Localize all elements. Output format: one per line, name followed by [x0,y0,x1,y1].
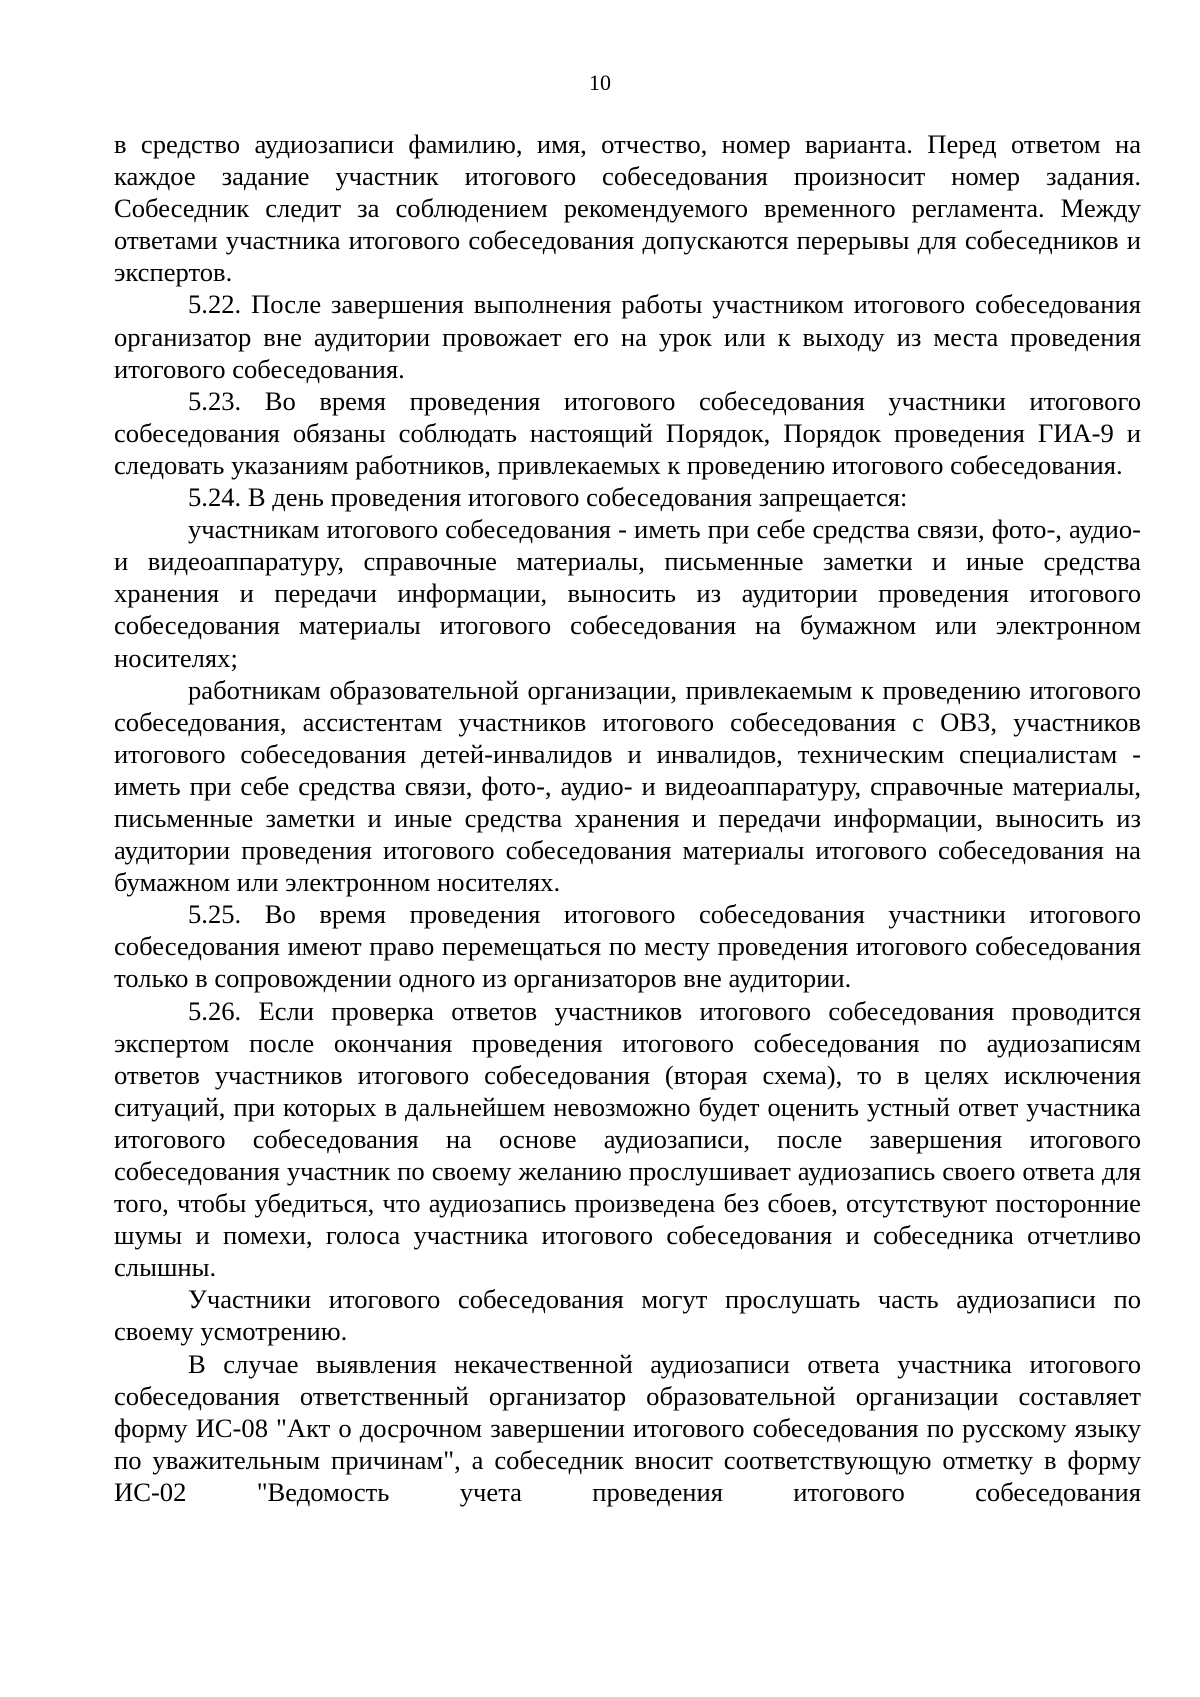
page-number: 10 [589,70,611,95]
paragraph-participants-prohibitions: участникам итогового собеседования - иметь при себе средства связи, фото-, аудио- и видеоаппаратуру, справочные материалы, письменные заметки и иные средства хранения и передачи информации, выносить из аудитории проведения итогового собеседования материалы итогового собеседования на бумажном или электронном носителях; [114,514,1141,673]
paragraph-listen-part: Участники итогового собеседования могут прослушать часть аудиозаписи по своему усмотрению. [114,1284,1141,1347]
paragraph-5-23: 5.23. Во время проведения итогового собеседования участники итогового собеседования обязаны соблюдать настоящий Порядок, Порядок проведения ГИА-9 и следовать указаниям работников, привлекаемых к проведению итогового собеседования. [114,385,1141,480]
paragraph-5-22: 5.22. После завершения выполнения работы участником итогового собеседования организатор вне аудитории провожает его на урок или к выходу из места проведения итогового собеседования. [114,289,1141,384]
document-body [114,128,1141,1508]
paragraph-5-26: 5.26. Если проверка ответов участников итогового собеседования проводится экспертом после окончания проведения итогового собеседования по аудиозаписям ответов участников итогового собеседования (вторая схема), то в целях исключения ситуаций, при которых в дальнейшем невозможно будет оценить устный ответ участника итогового собеседования на основе аудиозаписи, после завершения итогового собеседования участник по своему желанию прослушивает аудиозапись своего ответа для того, чтобы убедиться, что аудиозапись произведена без сбоев, отсутствуют посторонние шумы и помехи, голоса участника итогового собеседования и собеседника отчетливо слышны. [114,995,1141,1283]
paragraph-5-25: 5.25. Во время проведения итогового собеседования участники итогового собеседования имеют право перемещаться по месту проведения итогового собеседования только в сопровождении одного из организаторов вне аудитории. [114,899,1141,994]
paragraph-staff-prohibitions: работникам образовательной организации, привлекаемым к проведению итогового собеседования, ассистентам участников итогового собеседования с ОВЗ, участников итогового собеседования детей-инвалидов и инвалидов, техническим специалистам - иметь при себе средства связи, фото-, аудио- и видеоаппаратуру, справочные материалы, письменные заметки и иные средства хранения и передачи информации, выносить из аудитории проведения итогового собеседования материалы итогового собеседования на бумажном или электронном носителях. [114,674,1141,898]
paragraph-continuation: в средство аудиозаписи фамилию, имя, отчество, номер варианта. Перед ответом на каждое задание участник итогового собеседования произносит номер задания. Собеседник следит за соблюдением рекомендуемого временного регламента. Между ответами участника итогового собеседования допускаются перерывы для собеседников и экспертов. [114,129,1141,288]
paragraph-5-24: 5.24. В день проведения итогового собеседования запрещается: [188,482,908,513]
paragraph-poor-quality-recording: В случае выявления некачественной аудиозаписи ответа участника итогового собеседования ответственный организатор образовательной организации составляет форму ИС-08 "Акт о досрочном завершении итогового собеседования по русскому языку по уважительным причинам", а собеседник вносит соответствующую отметку в форму ИС-02 "Ведомость учета проведения итогового собеседования [114,1348,1141,1507]
